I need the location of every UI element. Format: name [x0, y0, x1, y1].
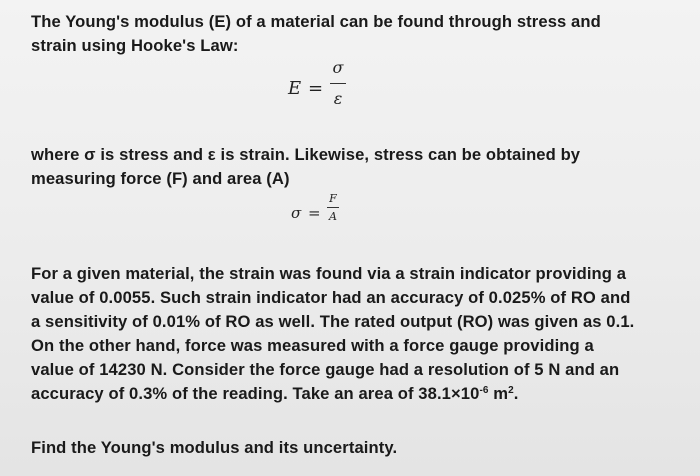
formula2-fraction	[327, 193, 339, 222]
formula1-fraction	[330, 58, 346, 107]
youngs-modulus-formula	[288, 58, 368, 118]
middle-paragraph	[31, 143, 686, 191]
problem-line-5: value of 14230 N. Consider the force gauge had a resolution of 5 N and an	[31, 360, 620, 379]
problem-line-4: On the other hand, force was measured with a force gauge providing a	[31, 336, 594, 355]
formula2-numerator: F	[329, 192, 337, 205]
formula1-lhs: E	[288, 78, 302, 99]
problem-line-1: For a given material, the strain was found via a strain indicator providing a	[31, 264, 627, 283]
area-exponent: -6	[479, 385, 489, 396]
formula2-fraction-bar	[327, 207, 339, 208]
question-paragraph	[31, 436, 686, 460]
middle-line-1: where σ is stress and ε is strain. Likewise, stress can be obtained by	[31, 145, 581, 164]
intro-paragraph	[31, 10, 686, 58]
stress-formula	[291, 193, 361, 235]
problem-line-2: value of 0.0055. Such strain indicator had an accuracy of 0.025% of RO and	[31, 288, 631, 307]
question-text: Find the Young's modulus and its uncertainty.	[31, 438, 398, 457]
area-unit: m	[488, 384, 509, 403]
problem-line-6-text: accuracy of 0.3% of the reading. Take an area of 38.1×10	[31, 384, 480, 403]
problem-line-6	[31, 382, 686, 406]
middle-line-2: measuring force (F) and area (A)	[31, 169, 290, 188]
problem-line-3: a sensitivity of 0.01% of RO as well. The rated output (RO) was given as 0.1.	[31, 312, 635, 331]
formula1-numerator: σ	[332, 58, 344, 77]
formula1-denominator: ε	[333, 89, 343, 108]
formula1-equals: =	[308, 78, 324, 99]
problem-paragraph	[31, 262, 686, 406]
intro-line-1: The Young's modulus (E) of a material can be found through stress and	[31, 12, 601, 31]
formula2-denominator: A	[329, 210, 337, 223]
area-unit-exponent: 2	[508, 385, 514, 396]
formula1-fraction-bar	[330, 83, 346, 84]
problem-line-6-end: .	[513, 384, 519, 403]
formula2-lhs: σ	[291, 204, 302, 222]
formula2-equals: =	[308, 204, 321, 222]
intro-line-2: strain using Hooke's Law:	[31, 36, 239, 55]
